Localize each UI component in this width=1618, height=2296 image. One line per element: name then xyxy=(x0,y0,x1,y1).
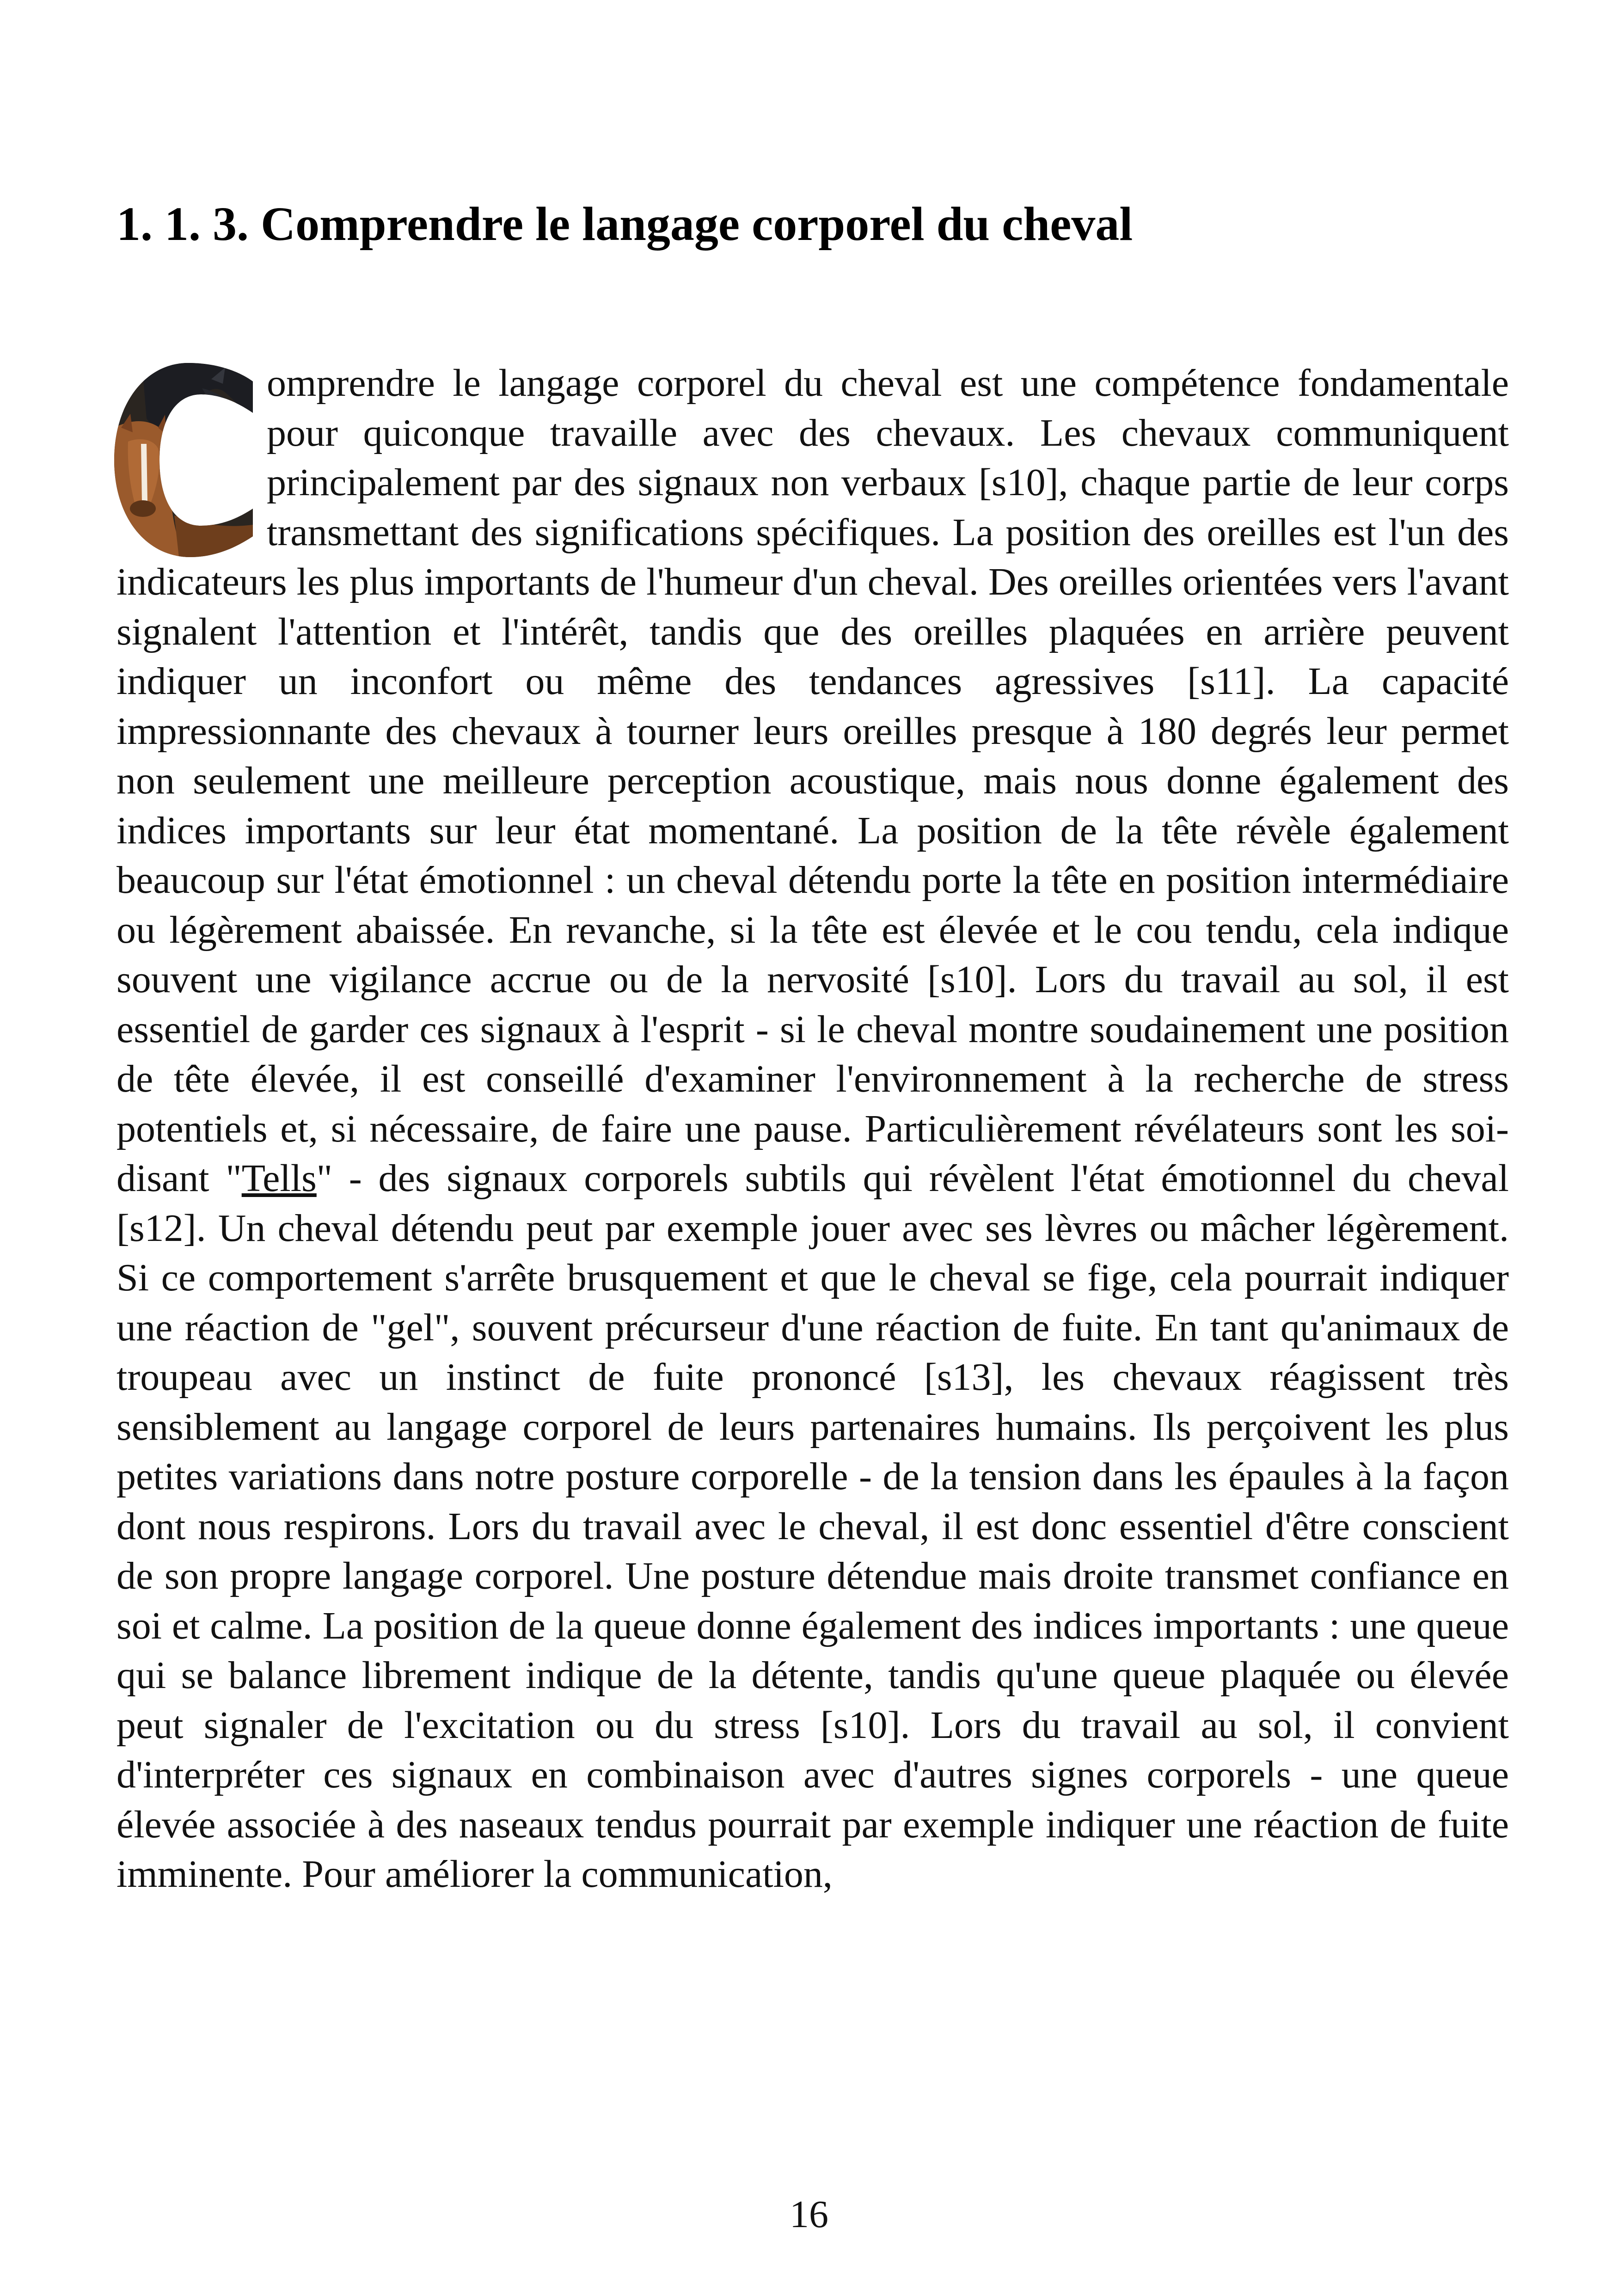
horse-heads-in-letter-c-icon xyxy=(114,363,262,557)
page-number: 16 xyxy=(790,2193,828,2236)
paragraph-text-after-tells: " - des signaux corporels subtils qui révèlent l'état émotionnel du cheval [s12]. Un cheval détendu peut par exemple jouer avec ses lèvres ou mâcher légèrement. Si ce comportement s'arrête brusquement et que le cheval se fige, cela pourrait indiquer une réaction de "gel", souvent précurseur d'une réaction de fuite. En tant qu'animaux de troupeau avec un instinct de fuite prononcé [s13], les chevaux réagissent très sensiblement au langage corporel de leurs partenaires humains. Ils perçoivent les plus petites variations dans notre posture corporelle - de la tension dans les épaules à la façon dont nous respirons. Lors du travail avec le cheval, il est donc essentiel d'être conscient de son propre langage corporel. Une posture détendue mais droite transmet confiance en soi et calme. La position de la queue donne également des indices importants : une queue qui se balance librement indique de la détente, tandis qu'une queue plaquée ou élevée peut signaler de l'excitation ou du stress [s10]. Lors du travail au sol, il convient d'interpréter ces signaux en combinaison avec d'autres signes corporels - une queue élevée associée à des naseaux tendus pourrait par exemple indiquer une réaction de fuite imminente. Pour améliorer la communication, xyxy=(116,1157,1509,1896)
tells-link[interactable]: Tells xyxy=(241,1157,317,1200)
paragraph-text-before-tells: omprendre le langage corporel du cheval est une compétence fondamentale pour quiconque travaille avec des chevaux. Les chevaux communiquent principalement par des signaux non verbaux [s10], chaque partie de leur corps transmettant des significations spécifiques. La position des oreilles est l'un des indicateurs les plus importants de l'humeur d'un cheval. Des oreilles orientées vers l'avant signalent l'attention et l'intérêt, tandis que des oreilles plaquées en arrière peuvent indiquer un inconfort ou même des tendances agressives [s11]. La capacité impressionnante des chevaux à tourner leurs oreilles presque à 180 degrés leur permet non seulement une meilleure perception acoustique, mais nous donne également des indices importants sur leur état momentané. La position de la tête révèle également beaucoup sur l'état émotionnel : un cheval détendu porte la tête en position intermédiaire ou légèrement abaissée. En revanche, si la tête est élevée et le cou tendu, cela indique souvent une vigilance accrue ou de la nervosité [s10]. Lors du travail au sol, il est essentiel de garder ces signaux à l'esprit - si le cheval montre soudainement une position de tête élevée, il est conseillé d'examiner l'environnement à la recherche de stress potentiels et, si nécessaire, de faire une pause. Particulièrement révélateurs sont les soi-disant " xyxy=(116,362,1509,1200)
body-paragraph xyxy=(116,358,1509,1899)
section-heading: 1. 1. 3. Comprendre le langage corporel du cheval xyxy=(116,197,1133,251)
